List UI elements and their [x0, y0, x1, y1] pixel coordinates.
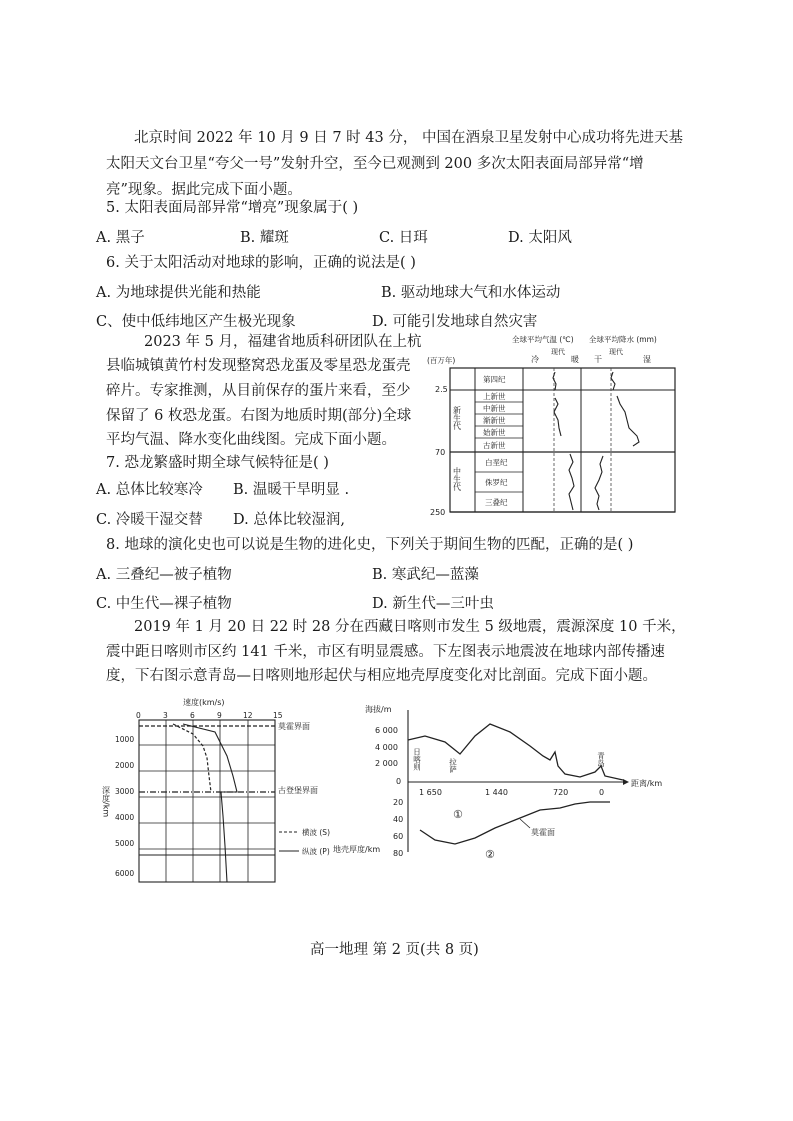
question-8-option-c[interactable]: C. 中生代—裸子植物	[96, 596, 232, 612]
crust-20: 20	[393, 798, 404, 807]
legend-s-wave: 横波 (S)	[302, 828, 330, 837]
temp-header: 全球平均气温 (℃)	[512, 335, 574, 344]
seismic-ylabel: 深度/km	[101, 786, 111, 818]
period-triassic: 三叠纪	[485, 498, 508, 507]
question-5-option-b[interactable]: B. 耀斑	[240, 230, 289, 246]
crust-80: 80	[393, 849, 404, 858]
mark-2: ②	[485, 848, 495, 861]
period-quaternary: 第四纪	[483, 375, 506, 384]
question-6-option-c[interactable]: C、使中低纬地区产生极光现象	[96, 314, 296, 330]
question-8-option-a[interactable]: A. 三叠纪—被子植物	[96, 567, 232, 583]
passage-2-line-3: 碎片。专家推测，从目前保存的蛋片来看，至少	[106, 383, 411, 399]
passage-2-line-1: 2023 年 5 月，福建省地质科研团队在上杭	[144, 334, 422, 350]
p-wave-curve	[183, 724, 237, 882]
passage-2-line-2: 县临城镇黄竹村发现整窝恐龙蛋及零星恐龙蛋壳	[106, 358, 411, 374]
precip-header: 全球平均降水 (mm)	[589, 335, 657, 344]
passage-3-line-3: 度，下右图示意青岛—日喀则地形起伏与相应地壳厚度变化对比剖面。完成下面小题。	[106, 668, 657, 684]
x-tick-6: 6	[190, 711, 195, 720]
question-8-option-b[interactable]: B. 寒武纪—蓝藻	[372, 567, 479, 583]
x-tick-9: 9	[217, 711, 222, 720]
passage-1-line-3: 亮”现象。据此完成下面小题。	[106, 182, 302, 198]
x-tick-1440: 1 440	[485, 788, 508, 797]
question-6-option-a[interactable]: A. 为地球提供光能和热能	[96, 285, 261, 301]
x-tick-0: 0	[599, 788, 605, 797]
temp-col-modern: 现代	[551, 348, 565, 356]
question-7-option-d[interactable]: D. 总体比较湿润,	[233, 512, 345, 528]
label-qingdao: 青岛	[596, 752, 606, 767]
y-tick-4000: 4000	[115, 813, 135, 822]
s-wave-curve	[173, 724, 211, 792]
crust-60: 60	[393, 832, 404, 841]
label-rikaze: 日喀则	[412, 748, 422, 771]
xlabel-distance: 距离/km	[631, 779, 663, 788]
question-5-stem: 5. 太阳表面局部异常“增亮”现象属于( )	[106, 200, 359, 216]
question-7-option-b[interactable]: B. 温暖干旱明显 .	[233, 482, 350, 498]
precip-col-modern: 现代	[609, 348, 623, 356]
question-6-stem: 6. 关于太阳活动对地球的影响，正确的说法是( )	[106, 255, 416, 271]
passage-3-line-1: 2019 年 1 月 20 日 22 时 28 分在西藏日喀则市发生 5 级地震，震源深度 10 千米，	[134, 619, 686, 635]
elev-6000: 6 000	[375, 726, 398, 735]
period-miocene: 中新世	[483, 404, 506, 413]
moho-curve	[420, 802, 610, 844]
temperature-curve	[553, 372, 574, 510]
seismic-title: 速度(km/s)	[183, 698, 225, 707]
seismic-wave-chart	[103, 696, 343, 886]
x-tick-15: 15	[273, 711, 283, 720]
question-6-option-d[interactable]: D. 可能引发地球自然灾害	[372, 314, 538, 330]
passage-3-line-2: 震中距日喀则市区约 141 千米，市区有明显震感。下左图表示地震波在地球内部传播速	[106, 644, 665, 660]
y-tick-2000: 2000	[115, 761, 135, 770]
era-mesozoic: 中生代	[452, 467, 462, 491]
elev-2000: 2 000	[375, 759, 398, 768]
question-6-option-b[interactable]: B. 驱动地球大气和水体运动	[381, 285, 561, 301]
age-2-5: 2.5	[435, 385, 448, 394]
question-5-option-c[interactable]: C. 日珥	[379, 230, 428, 246]
legend-p-wave: 纵波 (P)	[302, 847, 330, 856]
y-tick-3000: 3000	[115, 787, 135, 796]
age-70: 70	[435, 448, 446, 457]
terrain-line	[408, 724, 623, 780]
x-tick-0: 0	[136, 711, 141, 720]
precip-col-dry: 干	[594, 355, 602, 364]
passage-2-line-5: 平均气温、降水变化曲线图。完成下面小题。	[106, 432, 396, 448]
age-unit: (百万年)	[427, 356, 456, 365]
moho-label: 莫霍界面	[278, 722, 310, 731]
question-7-option-a[interactable]: A. 总体比较寒冷	[96, 482, 203, 498]
elev-0: 0	[396, 777, 402, 786]
period-oligocene: 渐新世	[483, 416, 506, 425]
temp-col-cold: 冷	[531, 355, 539, 364]
crust-40: 40	[393, 815, 404, 824]
question-8-option-d[interactable]: D. 新生代—三叶虫	[372, 596, 494, 612]
question-7-option-c[interactable]: C. 冷暖干湿交替	[96, 512, 203, 528]
precip-col-wet: 湿	[643, 355, 651, 364]
period-pliocene: 上新世	[483, 392, 506, 401]
profile-ylabel-bottom: 地壳厚度/km	[333, 845, 381, 854]
y-tick-1000: 1000	[115, 735, 135, 744]
label-lasa: 拉萨	[448, 758, 458, 773]
y-tick-6000: 6000	[115, 869, 135, 878]
question-7-stem: 7. 恐龙繁盛时期全球气候特征是( )	[106, 455, 329, 471]
x-tick-3: 3	[163, 711, 168, 720]
precipitation-curve	[595, 372, 639, 510]
y-tick-5000: 5000	[115, 839, 135, 848]
period-jurassic: 侏罗纪	[485, 478, 508, 487]
question-5-option-a[interactable]: A. 黑子	[96, 230, 145, 246]
era-cenozoic: 新生代	[452, 406, 462, 430]
period-eocene: 始新世	[483, 428, 506, 437]
page-footer: 高一地理 第 2 页(共 8 页)	[310, 942, 479, 958]
passage-2-line-4: 保留了 6 枚恐龙蛋。右图为地质时期(部分)全球	[106, 408, 412, 424]
x-tick-720: 720	[553, 788, 569, 797]
profile-ylabel-top: 海拔/m	[365, 705, 392, 714]
paleoclimate-chart	[427, 332, 677, 522]
question-8-stem: 8. 地球的演化史也可以说是生物的进化史，下列关于期间生物的匹配，正确的是( )	[106, 537, 634, 553]
passage-1-line-2: 太阳天文台卫星“夸父一号”发射升空，至今已观测到 200 多次太阳表面局部异常“增	[106, 156, 644, 172]
crust-profile-chart	[333, 702, 665, 862]
passage-1-line-1: 北京时间 2022 年 10 月 9 日 7 时 43 分， 中国在酒泉卫星发射中心成功将先进天基	[134, 130, 683, 146]
x-tick-12: 12	[243, 711, 253, 720]
moho-face-label: 莫霍面	[531, 828, 555, 837]
question-5-option-d[interactable]: D. 太阳风	[508, 230, 572, 246]
gutenberg-label: 古登堡界面	[278, 786, 318, 795]
elev-4000: 4 000	[375, 743, 398, 752]
mark-1: ①	[453, 808, 463, 821]
period-paleocene: 古新世	[483, 441, 506, 450]
x-tick-1650: 1 650	[419, 788, 442, 797]
age-250: 250	[430, 508, 446, 517]
temp-col-warm: 暖	[571, 355, 579, 364]
period-cretaceous: 白垩纪	[485, 458, 508, 467]
